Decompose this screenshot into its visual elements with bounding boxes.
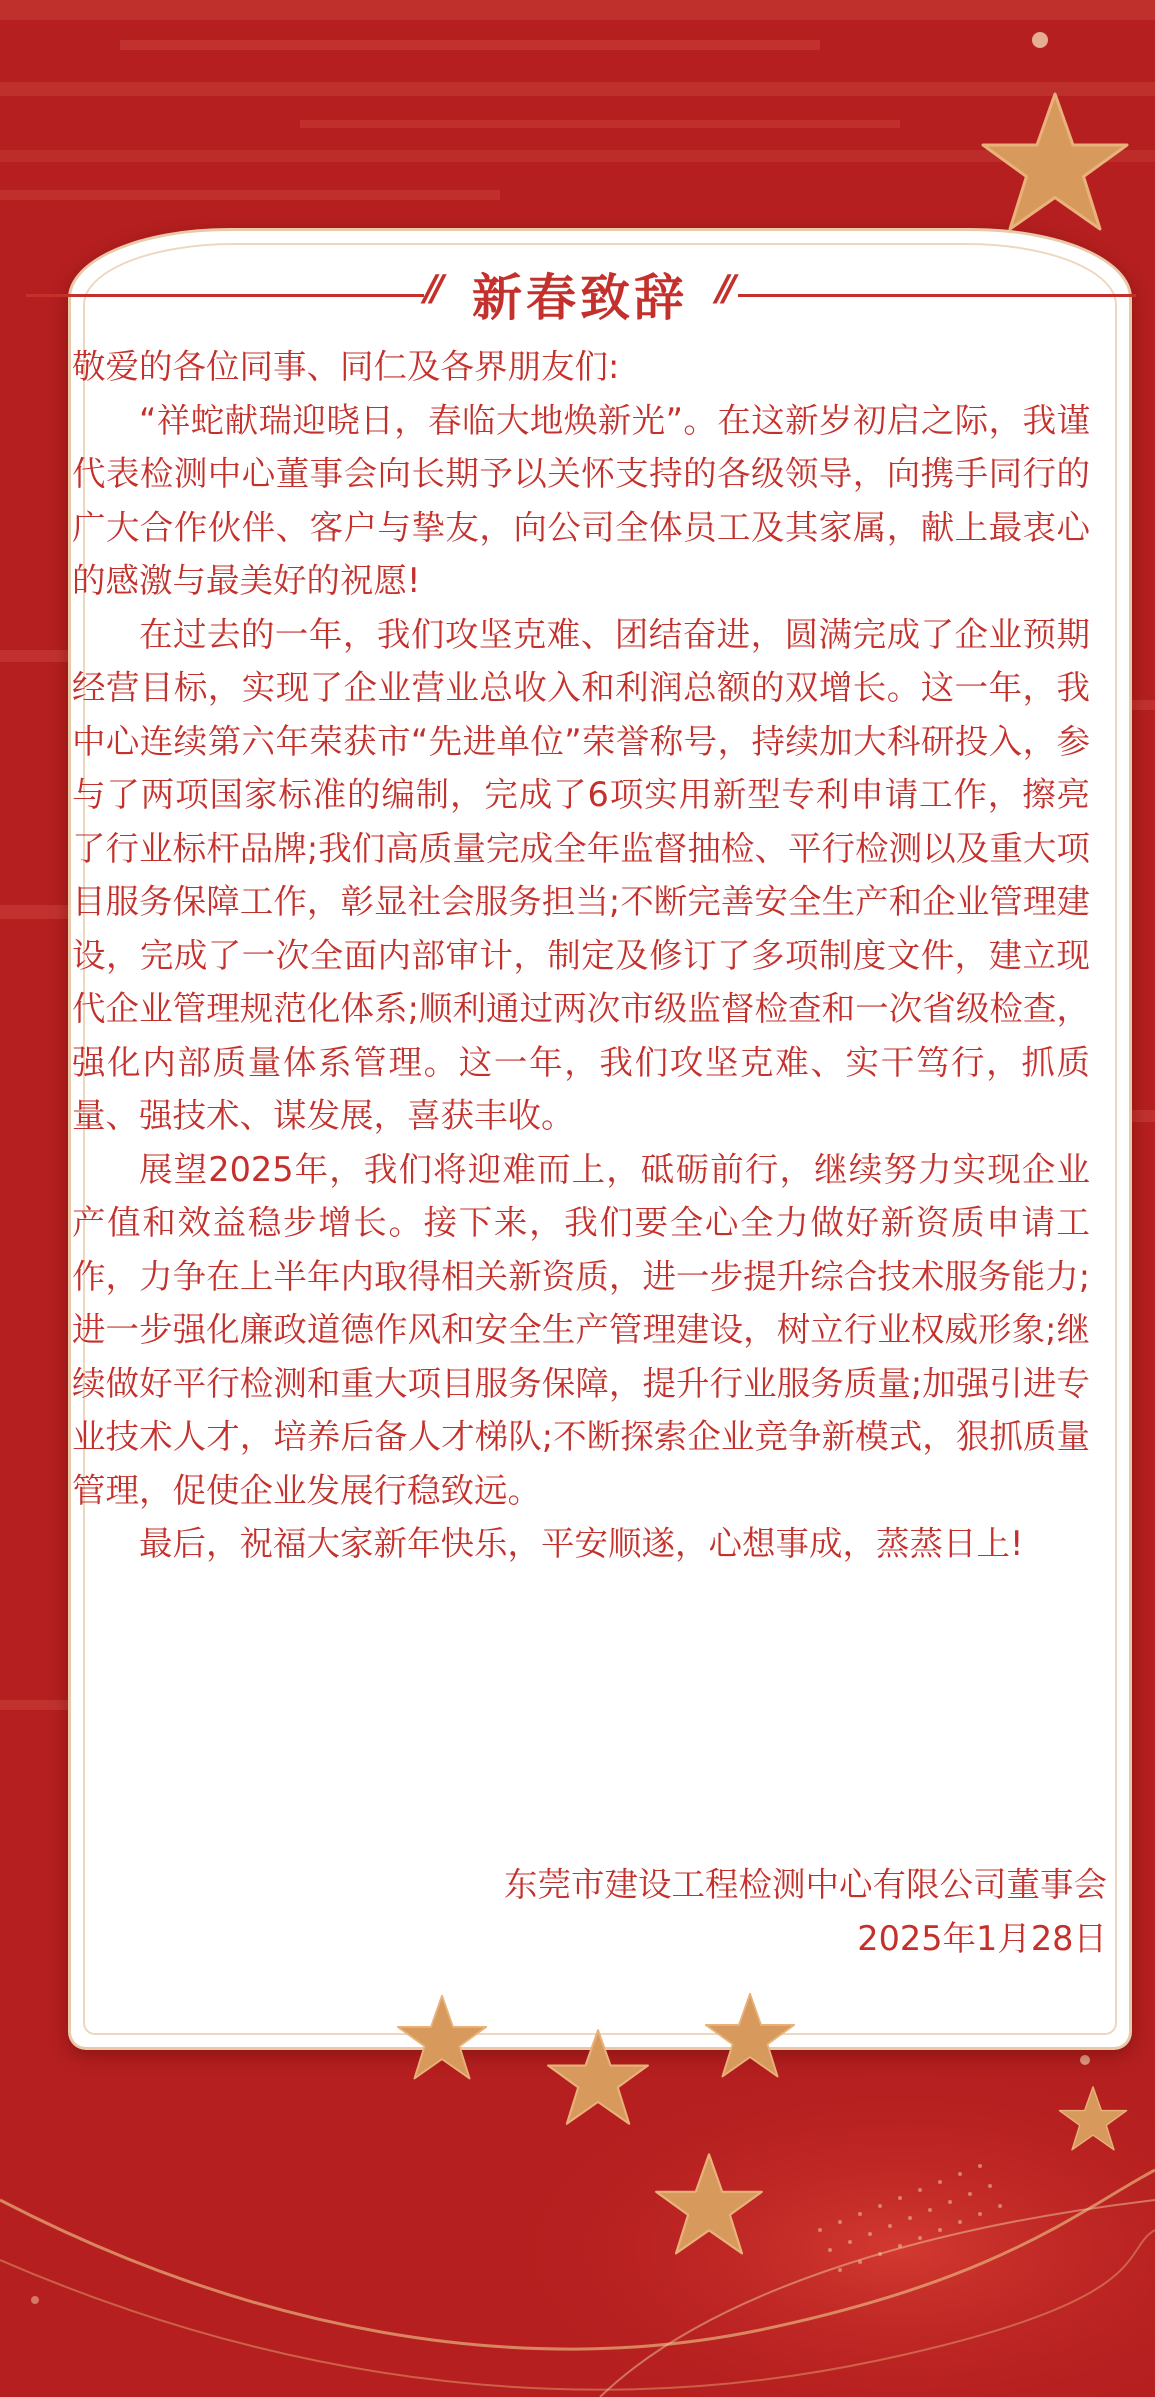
letter-greeting: 敬爱的各位同事、同仁及各界朋友们: [72,347,620,386]
page-title: 新春致辞 [472,269,688,327]
letter-body [72,340,1090,1571]
title-divider-left [26,294,424,297]
star-icon [546,2026,650,2130]
star-icon [980,88,1130,238]
title-slash-right-icon: // [716,268,731,309]
letter-paragraph: 在过去的一年，我们攻坚克难、团结奋进，圆满完成了企业预期经营目标，实现了企业营业总收入和利润总额的双增长。这一年，我中心连续第六年荣获市“先进单位”荣誉称号，持续加大科研投入，参与了两项国家标准的编制，完成了6项实用新型专利申请工作，擦亮了行业标杆品牌;我们高质量完成全年监督抽检、平行检测以及重大项目服务保障工作，彰显社会服务担当;不断完善安全生产和企业管理建设，完成了一次全面内部审计，制定及修订了多项制度文件，建立现代企业管理规范化体系;顺利通过两次市级监督检查和一次省级检查，强化内部质量体系管理。这一年，我们攻坚克难、实干笃行，抓质量、强技术、谋发展，喜获丰收。 [72,614,1090,1135]
signature-date: 2025年1月28日 [857,1918,1107,1958]
letter-paragraph: “祥蛇献瑞迎晓日，春临大地焕新光”。在这新岁初启之际，我谨代表检测中心董事会向长期予以关怀支持的各级领导，向携手同行的广大合作伙伴、客户与挚友，向公司全体员工及其家属，献上最衷心的感激与最美好的祝愿! [72,400,1090,600]
star-icon [654,2150,764,2260]
signature-block [504,1858,1107,1965]
star-icon [1058,2084,1128,2154]
letter-paragraph: 最后，祝福大家新年快乐，平安顺遂，心想事成，蒸蒸日上! [139,1524,1024,1563]
title-slash-left-icon: // [424,268,439,309]
star-icon [396,1992,488,2084]
title-divider-right [738,294,1136,297]
signature-organization: 东莞市建设工程检测中心有限公司董事会 [504,1865,1107,1904]
star-icon [704,1990,796,2082]
title-banner [0,252,1155,342]
letter-paragraph: 展望2025年，我们将迎难而上，砥砺前行，继续努力实现企业产值和效益稳步增长。接下来，我们要全心全力做好新资质申请工作，力争在上半年内取得相关新资质，进一步提升综合技术服务能力;进一步强化廉政道德作风和安全生产管理建设，树立行业权威形象;继续做好平行检测和重大项目服务保障，提升行业服务质量;加强引进专业技术人才，培养后备人才梯队;不断探索企业竞争新模式，狠抓质量管理，促使企业发展行稳致远。 [72,1149,1090,1510]
